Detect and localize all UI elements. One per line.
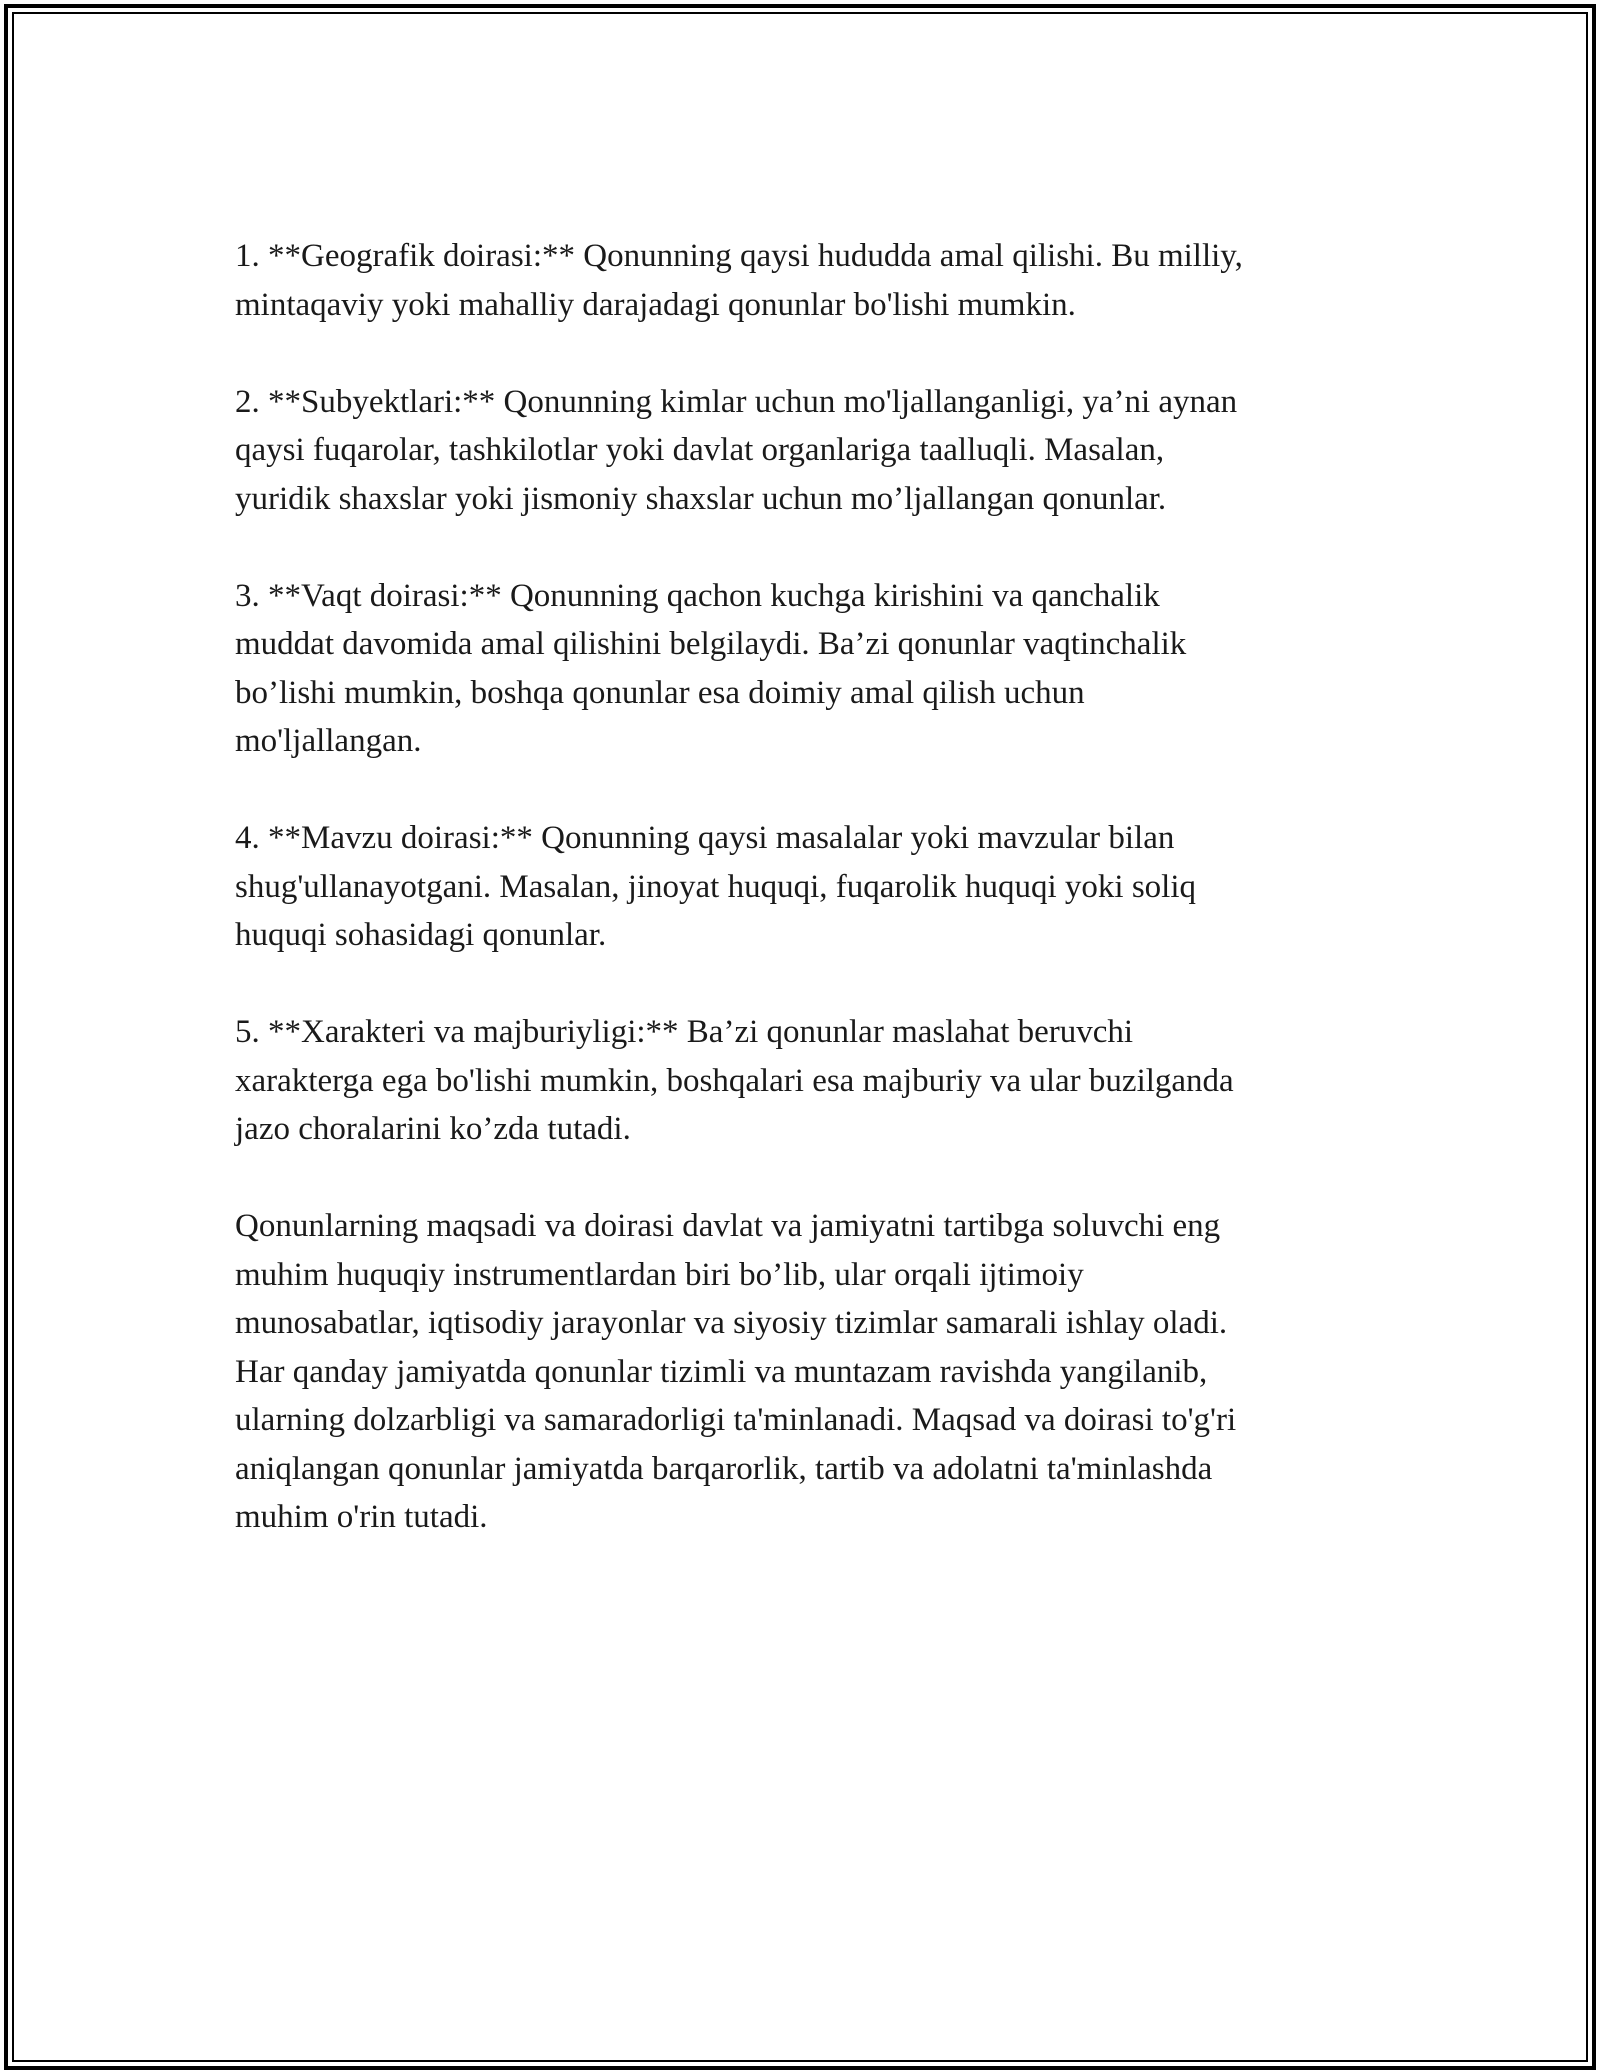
paragraph-subyektlari (235, 378, 1375, 524)
paragraph-geografik-doirasi (235, 232, 1375, 329)
text-line: muddat davomida amal qilishini belgilaydi. Ba’zi qonunlar vaqtinchalik (235, 626, 1187, 662)
text-line: 2. **Subyektlari:** Qonunning kimlar uchun mo'ljallanganligi, ya’ni aynan (235, 383, 1238, 420)
text-line: Qonunlarning maqsadi va doirasi davlat va jamiyatni tartibga soluvchi eng (235, 1208, 1221, 1244)
text-line: 5. **Xarakteri va majburiyligi:** Ba’zi qonunlar maslahat beruvchi (235, 1014, 1134, 1050)
document-body (235, 232, 1375, 1590)
text-line: bo’lishi mumkin, boshqa qonunlar esa doimiy amal qilish uchun (235, 674, 1085, 711)
text-line: aniqlangan qonunlar jamiyatda barqarorlik, tartib va adolatni ta'minlashda (235, 1450, 1213, 1487)
text-line: shug'ullanayotgani. Masalan, jinoyat huquqi, fuqarolik huquqi yoki soliq (235, 868, 1196, 905)
text-line: 4. **Mavzu doirasi:** Qonunning qaysi masalalar yoki mavzular bilan (235, 820, 1175, 856)
text-line: qaysi fuqarolar, tashkilotlar yoki davlat organlariga taalluqli. Masalan, (235, 432, 1165, 468)
paragraph-mavzu-doirasi (235, 814, 1375, 960)
text-line: muhim huquqiy instrumentlardan biri bo’lib, ular orqali ijtimoiy (235, 1256, 1084, 1293)
text-line: jazo choralarini ko’zda tutadi. (235, 1111, 631, 1147)
text-line: muhim o'rin tutadi. (235, 1499, 488, 1535)
text-line: 1. **Geografik doirasi:** Qonunning qaysi hududda amal qilishi. Bu milliy, (235, 238, 1243, 274)
text-line: Har qanday jamiyatda qonunlar tizimli va muntazam ravishda yangilanib, (235, 1353, 1208, 1390)
text-line: mo'ljallangan. (235, 723, 422, 759)
text-line: yuridik shaxslar yoki jismoniy shaxslar uchun mo’ljallangan qonunlar. (235, 480, 1167, 517)
paragraph-conclusion (235, 1202, 1375, 1542)
text-line: 3. **Vaqt doirasi:** Qonunning qachon kuchga kirishini va qanchalik (235, 577, 1160, 614)
text-line: mintaqaviy yoki mahalliy darajadagi qonunlar bo'lishi mumkin. (235, 286, 1076, 323)
paragraph-vaqt-doirasi (235, 572, 1375, 766)
text-line: ularning dolzarbligi va samaradorligi ta'minlanadi. Maqsad va doirasi to'g'ri (235, 1402, 1237, 1438)
paragraph-xarakteri-va-majburiyligi (235, 1008, 1375, 1154)
text-line: xarakterga ega bo'lishi mumkin, boshqalari esa majburiy va ular buzilganda (235, 1062, 1234, 1099)
text-line: huquqi sohasidagi qonunlar. (235, 917, 607, 953)
text-line: munosabatlar, iqtisodiy jarayonlar va siyosiy tizimlar samarali ishlay oladi. (235, 1305, 1228, 1341)
